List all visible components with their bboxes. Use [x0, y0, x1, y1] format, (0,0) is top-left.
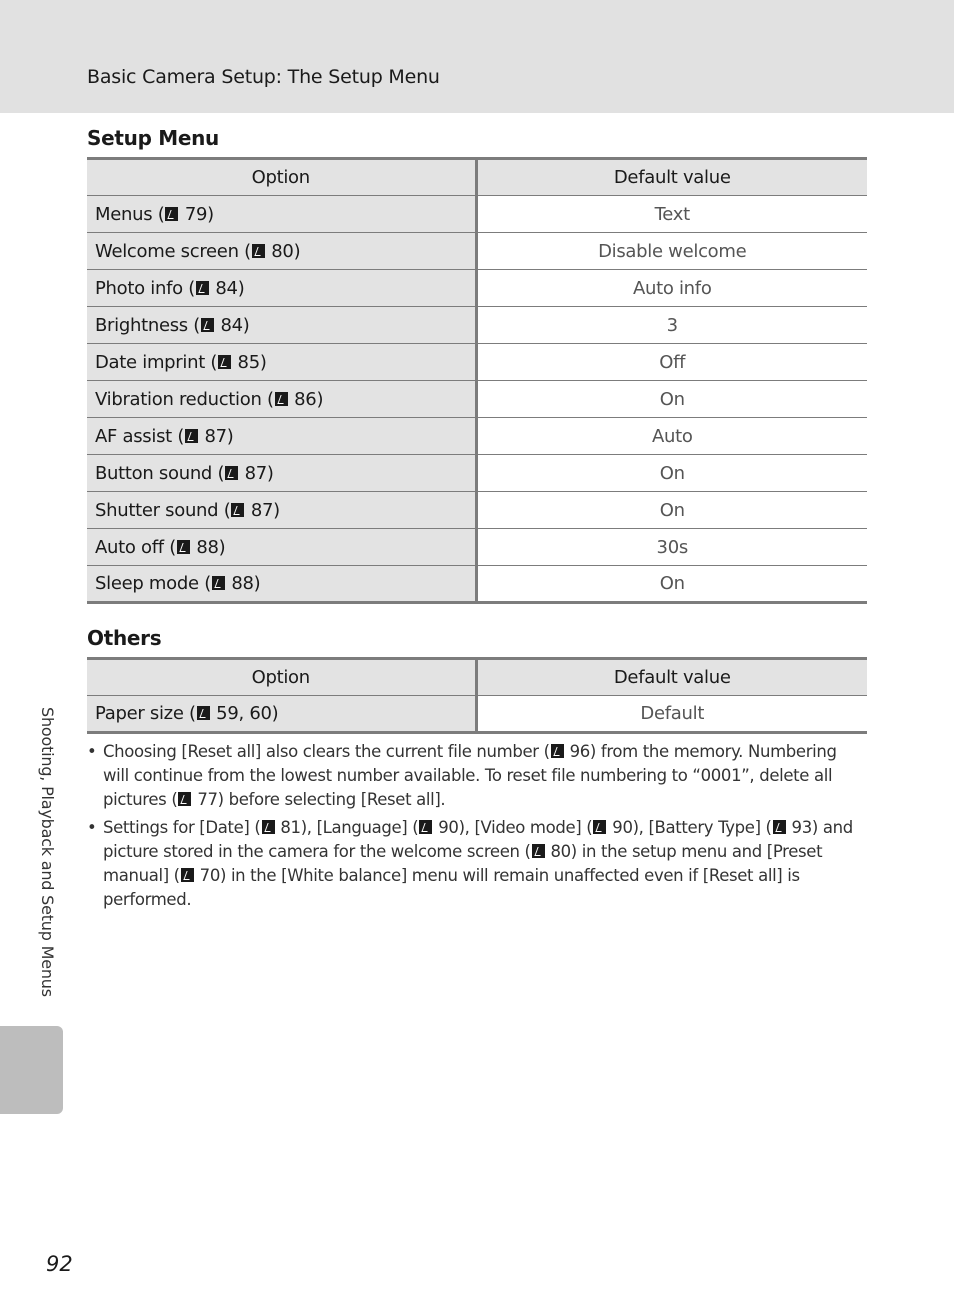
option-label: Auto off (: [95, 536, 176, 558]
default-value-cell: 30s: [476, 529, 867, 566]
table-header-row: [87, 659, 867, 696]
header-band: [0, 0, 954, 113]
option-label: Menus (: [95, 203, 165, 225]
page-reference-icon: [252, 244, 265, 258]
table-header-row: [87, 159, 867, 196]
option-label: Sleep mode (: [95, 573, 211, 594]
page-reference-icon: [262, 820, 275, 834]
page-reference-icon: [181, 868, 194, 882]
chapter-tab: [0, 1026, 63, 1114]
column-header-default: Default value: [476, 659, 867, 696]
page-ref: 87): [244, 462, 274, 484]
table-row: [87, 529, 867, 566]
table-row: [87, 233, 867, 270]
page-reference-icon: [532, 844, 545, 858]
page-ref: 87): [204, 425, 234, 447]
option-cell: [87, 196, 476, 233]
default-value-cell: On: [476, 455, 867, 492]
bullet: •: [87, 818, 97, 837]
option-cell: [87, 566, 476, 603]
default-value-cell: Auto: [476, 418, 867, 455]
page-reference-icon: [419, 820, 432, 834]
others-table: [87, 657, 867, 734]
table-row: [87, 344, 867, 381]
default-value-cell: Disable welcome: [476, 233, 867, 270]
default-value-cell: On: [476, 566, 867, 603]
page-reference-icon: [201, 318, 214, 332]
page-reference-icon: [165, 207, 178, 221]
option-label: Date imprint (: [95, 351, 218, 373]
notes-list: [87, 740, 867, 916]
page-reference-icon: [551, 744, 564, 758]
page-reference-icon: [178, 792, 191, 806]
page-ref: 84): [215, 277, 245, 299]
page-header-title: Basic Camera Setup: The Setup Menu: [87, 66, 440, 88]
chapter-side-label: Shooting, Playback and Setup Menus: [38, 707, 57, 997]
table-row: [87, 307, 867, 344]
option-label: AF assist (: [95, 425, 185, 447]
page-reference-icon: [196, 281, 209, 295]
page-ref: 80): [271, 240, 301, 262]
page-reference-icon: [231, 503, 244, 517]
default-value-cell: Auto info: [476, 270, 867, 307]
page-ref: 85): [237, 351, 267, 373]
option-label: Photo info (: [95, 277, 195, 299]
page-reference-icon: [212, 576, 225, 590]
option-label: Vibration reduction (: [95, 388, 274, 410]
option-cell: [87, 696, 476, 733]
option-cell: [87, 307, 476, 344]
page-ref: 79): [184, 203, 214, 225]
setup-menu-title: Setup Menu: [87, 126, 219, 150]
page-ref: 86): [294, 388, 324, 410]
page-reference-icon: [773, 820, 786, 834]
table-row: [87, 196, 867, 233]
page-number: 92: [46, 1252, 73, 1276]
table-row: [87, 696, 867, 733]
column-header-option: Option: [87, 659, 476, 696]
table-row: [87, 566, 867, 603]
default-value-cell: Off: [476, 344, 867, 381]
option-cell: [87, 344, 476, 381]
others-title: Others: [87, 626, 162, 650]
option-cell: [87, 270, 476, 307]
option-cell: [87, 233, 476, 270]
option-cell: [87, 418, 476, 455]
column-header-default: Default value: [476, 159, 867, 196]
option-label: Shutter sound (: [95, 499, 231, 521]
option-cell: [87, 529, 476, 566]
table-row: [87, 455, 867, 492]
setup-menu-table: [87, 157, 867, 604]
table-row: [87, 492, 867, 529]
option-label: Brightness (: [95, 314, 201, 336]
option-cell: [87, 492, 476, 529]
page-ref: 87): [250, 499, 280, 521]
option-label: Button sound (: [95, 462, 225, 484]
bullet: •: [87, 742, 97, 761]
page-reference-icon: [225, 466, 238, 480]
page-reference-icon: [197, 706, 210, 720]
page-reference-icon: [177, 540, 190, 554]
column-header-option: Option: [87, 159, 476, 196]
default-value-cell: 3: [476, 307, 867, 344]
default-value-cell: Default: [476, 696, 867, 733]
list-item: [87, 816, 867, 912]
page-ref: 59, 60): [216, 703, 279, 724]
table-row: [87, 270, 867, 307]
list-item: [87, 740, 867, 812]
table-row: [87, 418, 867, 455]
option-cell: [87, 455, 476, 492]
page-reference-icon: [275, 392, 288, 406]
page-reference-icon: [218, 355, 231, 369]
page-reference-icon: [593, 820, 606, 834]
option-label: Welcome screen (: [95, 240, 251, 262]
table-row: [87, 381, 867, 418]
page-reference-icon: [185, 429, 198, 443]
page-ref: 88): [231, 573, 261, 594]
default-value-cell: On: [476, 381, 867, 418]
note-text: Settings for [Date] ( 81), [Language] ( 90), [Video mode] ( 90), [Battery Type] ( 93) and picture stored in the camera for the welcome screen ( 80) in the setup menu and [Preset manual] ( 70) in the [White balance] menu will remain unaffected even if [Reset all] is performed.: [103, 818, 853, 909]
page-ref: 84): [220, 314, 250, 336]
default-value-cell: Text: [476, 196, 867, 233]
default-value-cell: On: [476, 492, 867, 529]
option-label: Paper size (: [95, 703, 196, 724]
page-ref: 88): [196, 536, 226, 558]
option-cell: [87, 381, 476, 418]
note-text: Choosing [Reset all] also clears the current file number ( 96) from the memory. Numbering will continue from the lowest number available. To reset file numbering to “0001”, delete all pictures ( 77) before selecting [Reset all].: [103, 742, 837, 809]
